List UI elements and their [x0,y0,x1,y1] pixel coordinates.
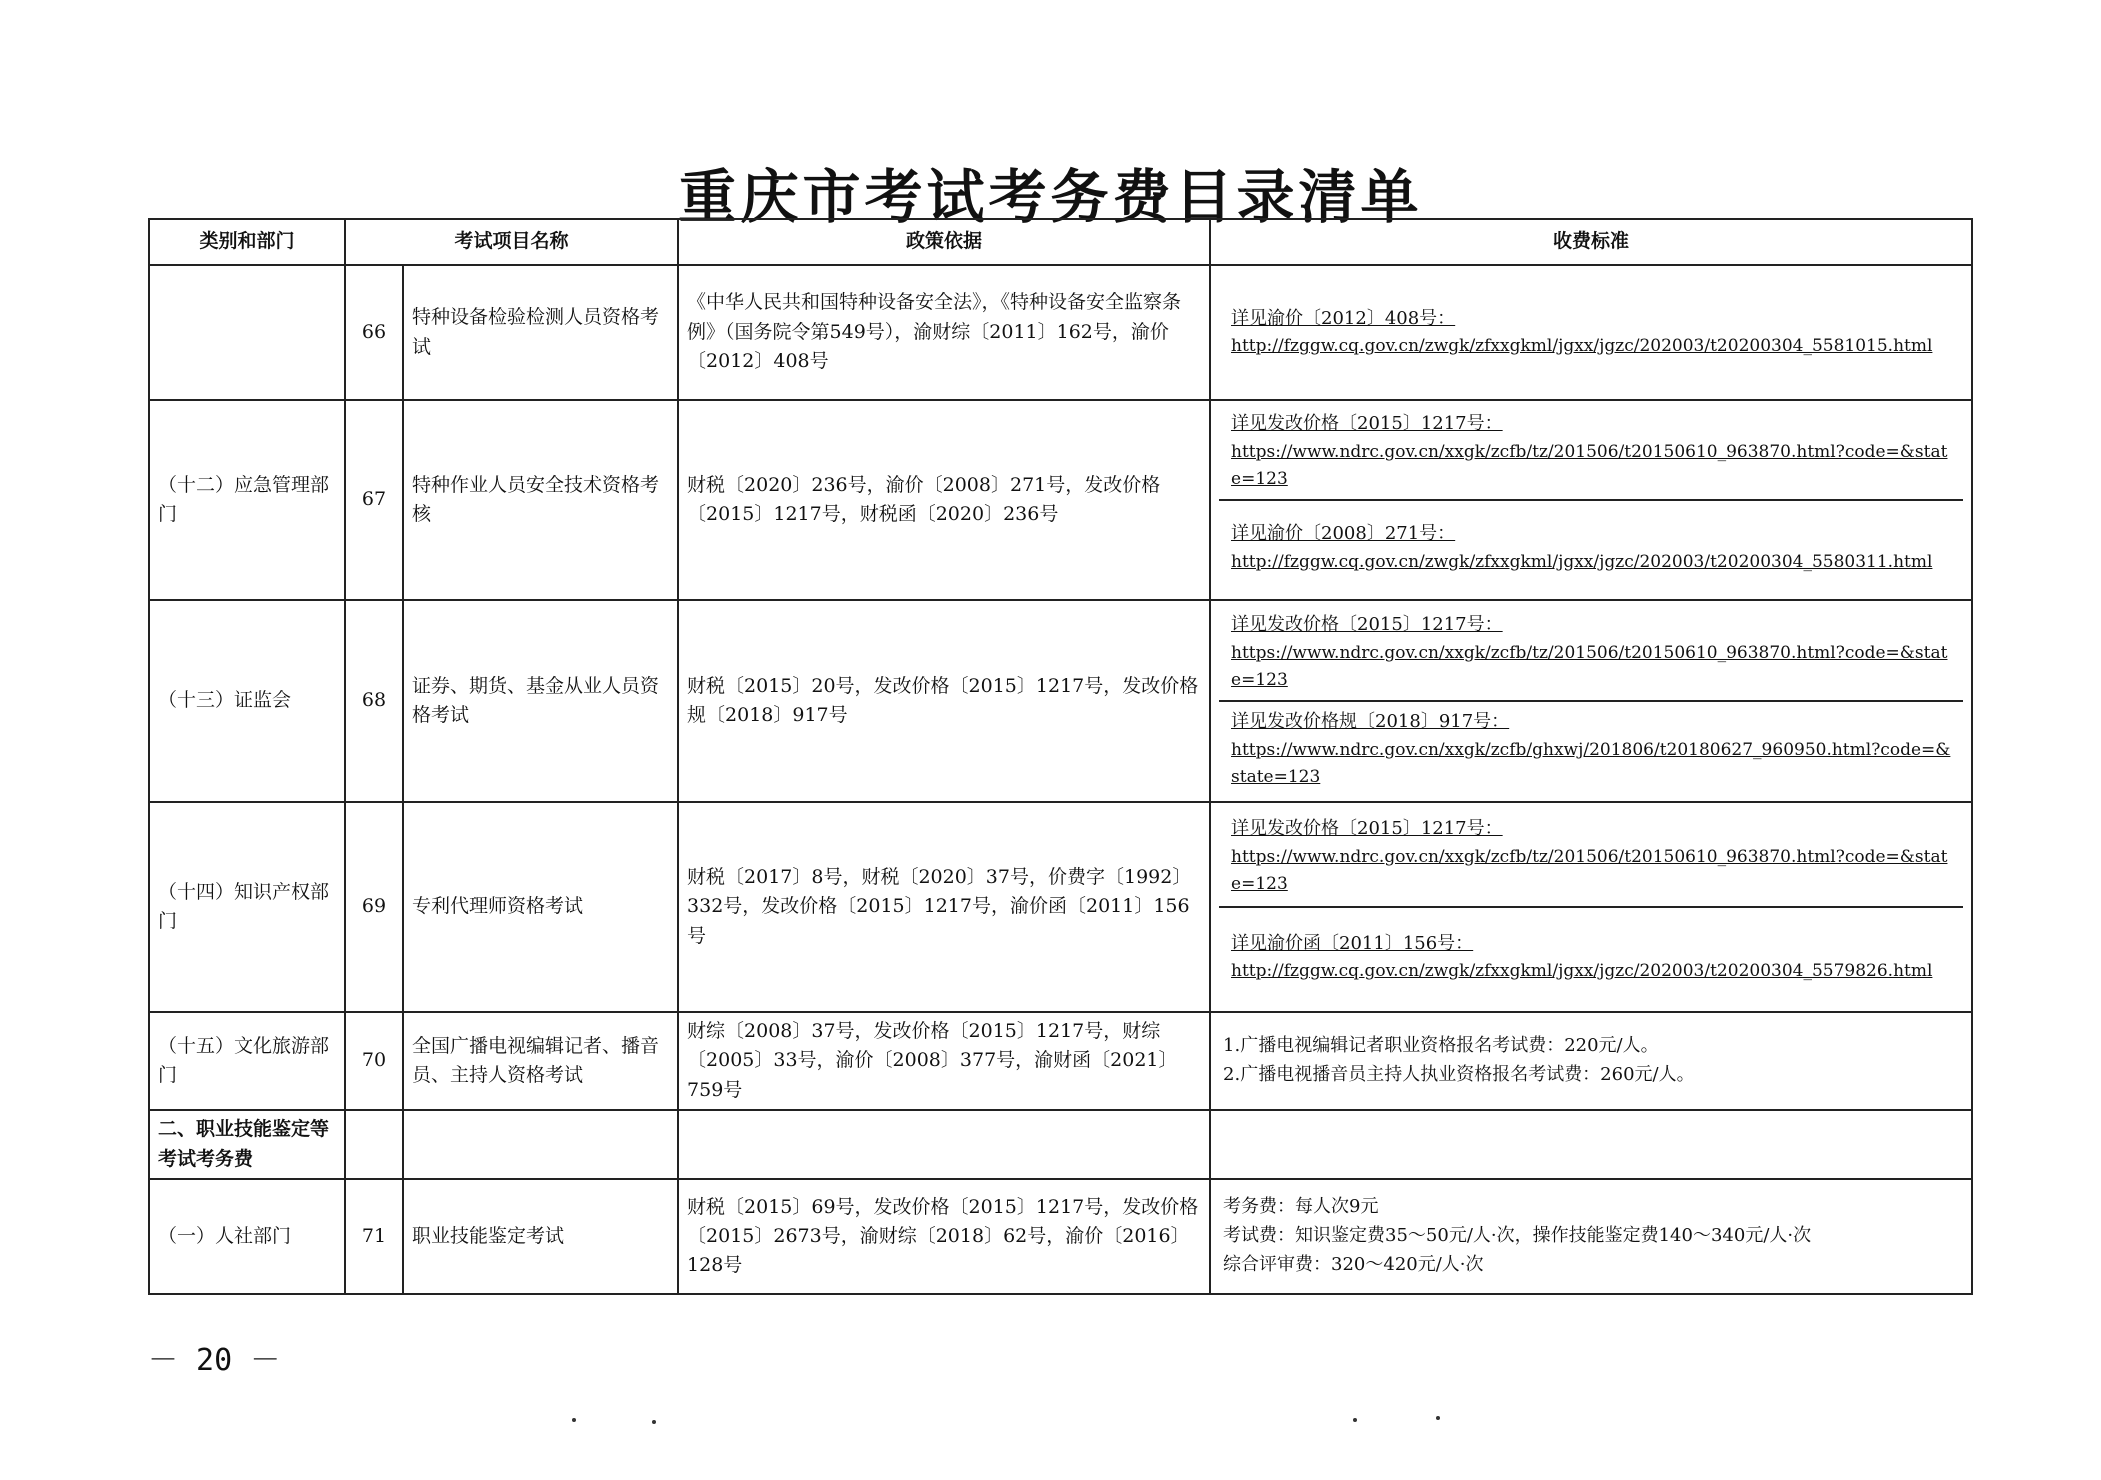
fee-reference-link[interactable]: https://www.ndrc.gov.cn/xxgk/zcfb/ghxwj/201806/t20180627_960950.html?code=&state=123 [1231,739,1951,787]
item-name: 专利代理师资格考试 [403,802,678,1012]
section-row [149,1110,1972,1179]
policy-basis: 财综〔2008〕37号，发改价格〔2015〕1217号，财综〔2005〕33号，渝价〔2008〕377号，渝财函〔2021〕759号 [678,1012,1210,1110]
policy-basis: 《中华人民共和国特种设备安全法》，《特种设备安全监察条例》（国务院令第549号），渝财综〔2011〕162号，渝价〔2012〕408号 [678,265,1210,400]
fee-cell [1210,265,1972,400]
fee-cell [1210,1012,1972,1110]
table-row [149,600,1972,802]
header-item: 考试项目名称 [345,219,678,265]
scan-speck [572,1418,576,1422]
item-number: 68 [345,600,403,802]
category-cell: （一）人社部门 [149,1179,345,1294]
item-number: 66 [345,265,403,400]
empty-cell [345,1110,403,1179]
fee-reference-label: 详见发改价格〔2015〕1217号： [1231,817,1503,839]
fee-reference[interactable] [1219,499,1963,595]
table-row [149,265,1972,400]
policy-basis: 财税〔2017〕8号，财税〔2020〕37号，价费字〔1992〕332号，发改价格〔2015〕1217号，渝价函〔2011〕156号 [678,802,1210,1012]
fee-reference-label: 详见渝价函〔2011〕156号： [1231,932,1474,954]
header-category: 类别和部门 [149,219,345,265]
fee-table [148,218,1973,1295]
fee-reference-label: 详见发改价格规〔2018〕917号： [1231,710,1510,732]
fee-line: 2.广播电视播音员主持人执业资格报名考试费：260元/人。 [1223,1064,1695,1086]
fee-reference[interactable] [1219,270,1963,395]
item-number: 71 [345,1179,403,1294]
header-row [149,219,1972,265]
fee-reference[interactable] [1219,807,1963,906]
empty-cell [403,1110,678,1179]
fee-line: 1.广播电视编辑记者职业资格报名考试费：220元/人。 [1223,1035,1659,1057]
empty-cell [678,1110,1210,1179]
policy-basis: 财税〔2020〕236号，渝价〔2008〕271号，发改价格〔2015〕1217号，财税函〔2020〕236号 [678,400,1210,600]
category-cell: （十三）证监会 [149,600,345,802]
fee-cell [1210,1179,1972,1294]
item-number: 67 [345,400,403,600]
page-title: 重庆市考试考务费目录清单 [678,163,1423,231]
fee-reference-label: 详见发改价格〔2015〕1217号： [1231,613,1503,635]
fee-reference-label: 详见发改价格〔2015〕1217号： [1231,413,1503,435]
table-row [149,1179,1972,1294]
header-fee: 收费标准 [1210,219,1972,265]
section-heading: 二、职业技能鉴定等考试考务费 [149,1110,345,1179]
empty-cell [1210,1110,1972,1179]
page-number: － 20 － [148,1343,281,1378]
fee-reference-link[interactable]: http://fzggw.cq.gov.cn/zwgk/zfxxgkml/jgxx/jgzc/202003/t20200304_5581015.html [1231,336,1933,357]
category-cell: （十四）知识产权部门 [149,802,345,1012]
item-number: 69 [345,802,403,1012]
fee-reference[interactable] [1219,405,1963,499]
table-row [149,802,1972,1012]
category-cell: （十五）文化旅游部门 [149,1012,345,1110]
scan-speck [1436,1416,1440,1420]
item-name: 证券、期货、基金从业人员资格考试 [403,600,678,802]
fee-reference[interactable] [1219,605,1963,700]
fee-cell [1210,600,1972,802]
fee-reference[interactable] [1219,700,1963,797]
item-name: 特种设备检验检测人员资格考试 [403,265,678,400]
fee-reference-link[interactable]: http://fzggw.cq.gov.cn/zwgk/zfxxgkml/jgxx/jgzc/202003/t20200304_5579826.html [1231,961,1933,982]
fee-reference-link[interactable]: https://www.ndrc.gov.cn/xxgk/zcfb/tz/201506/t20150610_963870.html?code=&state=123 [1231,846,1948,894]
table-row [149,1012,1972,1110]
fee-reference-link[interactable]: https://www.ndrc.gov.cn/xxgk/zcfb/tz/201506/t20150610_963870.html?code=&state=123 [1231,642,1948,690]
fee-reference-link[interactable]: https://www.ndrc.gov.cn/xxgk/zcfb/tz/201506/t20150610_963870.html?code=&state=123 [1231,442,1948,490]
fee-reference-label: 详见渝价〔2008〕271号： [1231,523,1456,544]
table-row [149,400,1972,600]
fee-reference-label: 详见渝价〔2012〕408号： [1231,307,1456,329]
fee-reference[interactable] [1219,906,1963,1007]
item-name: 特种作业人员安全技术资格考核 [403,400,678,600]
fee-cell [1210,400,1972,600]
scan-speck [1353,1418,1357,1422]
fee-reference-link[interactable]: http://fzggw.cq.gov.cn/zwgk/zfxxgkml/jgxx/jgzc/202003/t20200304_5580311.html [1231,551,1933,572]
item-name: 职业技能鉴定考试 [403,1179,678,1294]
fee-line: 综合评审费：320～420元/人·次 [1223,1254,1484,1276]
category-cell: （十二）应急管理部门 [149,400,345,600]
scan-speck [652,1420,656,1424]
fee-line: 考试费：知识鉴定费35～50元/人·次，操作技能鉴定费140～340元/人·次 [1223,1225,1812,1247]
category-cell [149,265,345,400]
policy-basis: 财税〔2015〕20号，发改价格〔2015〕1217号，发改价格规〔2018〕917号 [678,600,1210,802]
item-number: 70 [345,1012,403,1110]
policy-basis: 财税〔2015〕69号，发改价格〔2015〕1217号，发改价格〔2015〕2673号，渝财综〔2018〕62号，渝价〔2016〕128号 [678,1179,1210,1294]
header-policy: 政策依据 [678,219,1210,265]
fee-line: 考务费：每人次9元 [1223,1196,1379,1218]
item-name: 全国广播电视编辑记者、播音员、主持人资格考试 [403,1012,678,1110]
fee-cell [1210,802,1972,1012]
